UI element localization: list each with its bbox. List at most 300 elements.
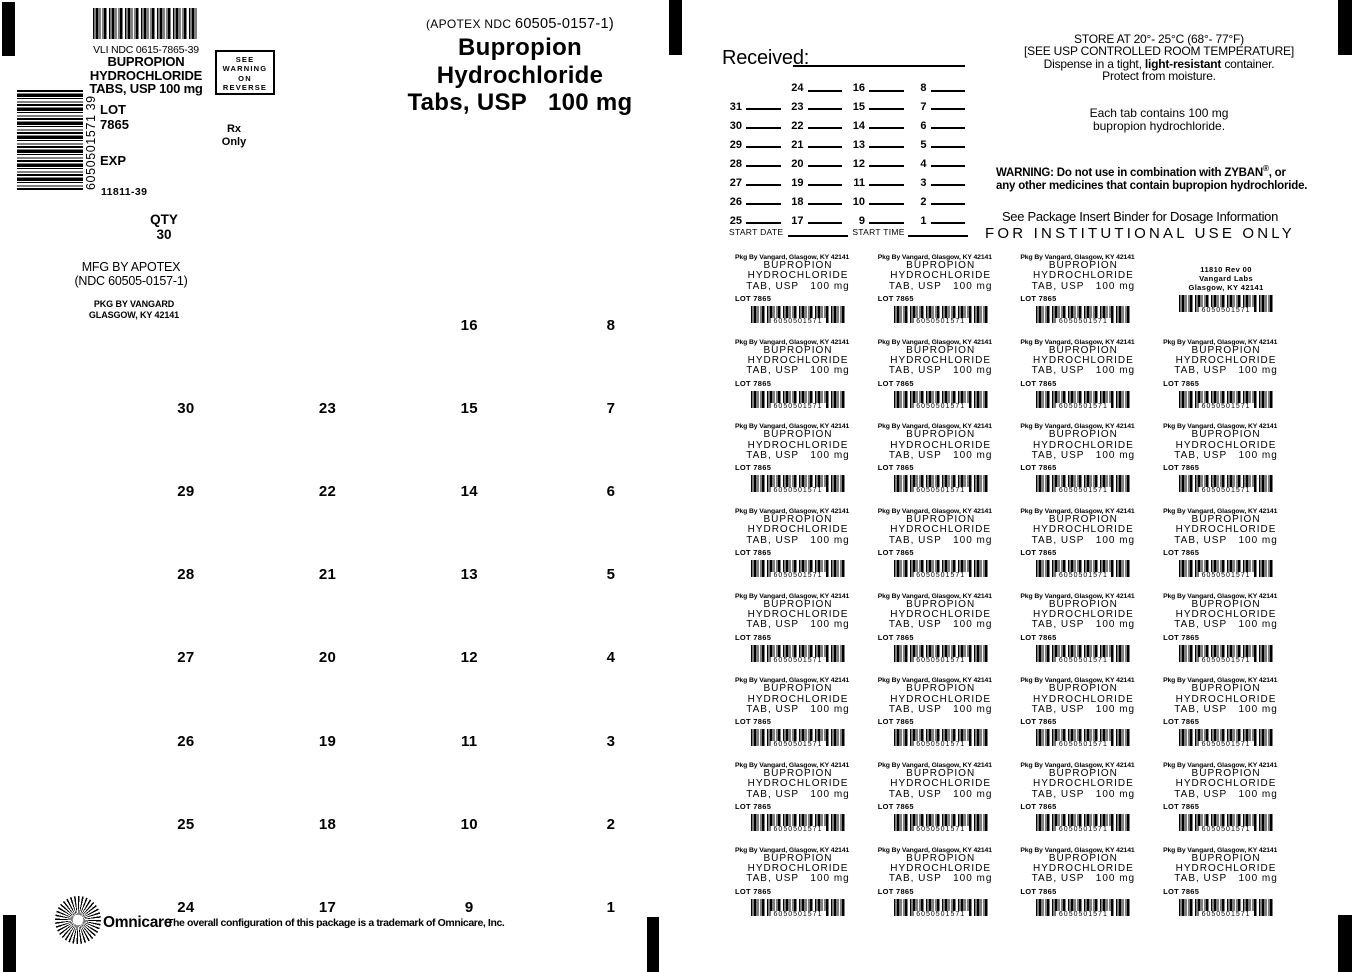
count-grid-cell: 28 — [177, 566, 195, 584]
label-drug-line: HYDROCHLORIDE — [1032, 270, 1134, 282]
header-ndc-number: 60505-0157-1) — [514, 16, 614, 32]
barcode-number: 6050501571 — [1199, 487, 1254, 494]
label-drug-line: BUPROPION — [906, 429, 976, 441]
label-drug-line: HYDROCHLORIDE — [1032, 609, 1134, 621]
label-pkg-line: Pkg By Vangard, Glasgow, KY 42141 — [1163, 762, 1278, 770]
count-grid-cell: 14 — [460, 483, 478, 501]
label-drug-line: HYDROCHLORIDE — [890, 778, 992, 790]
start-time-label: START TIME — [852, 227, 905, 237]
label-pkg-line: Pkg By Vangard, Glasgow, KY 42141 — [1020, 508, 1135, 516]
title-line: Hydrochloride — [436, 61, 604, 89]
rev-line: 11810 Rev 00 — [1200, 265, 1252, 274]
label-barcode — [751, 729, 845, 749]
side-barcode — [17, 90, 83, 190]
day-grid-cell — [784, 155, 846, 174]
label-drug-line: TAB, USP 100 mg — [1031, 704, 1136, 716]
zyban-warning — [996, 162, 1326, 194]
barcode-number: 6050501571 — [1056, 403, 1111, 410]
count-grid-cell: 24 — [177, 898, 195, 916]
barcode-number: 6050501571 — [1056, 911, 1111, 918]
day-blank-line — [931, 165, 966, 167]
day-grid-cell — [907, 117, 969, 136]
label-drug-line: TAB, USP 100 mg — [888, 619, 993, 631]
day-blank-line — [746, 222, 781, 224]
label-drug-line: HYDROCHLORIDE — [890, 270, 992, 282]
rx-line: Rx — [226, 123, 242, 135]
label-lot-line: LOT 7865 — [877, 802, 914, 812]
barcode-number: 6050501571 — [771, 741, 826, 748]
label-lot-line: LOT 7865 — [1163, 802, 1200, 812]
label-pkg-line: Pkg By Vangard, Glasgow, KY 42141 — [877, 677, 992, 685]
label-drug-line: TAB, USP 100 mg — [746, 365, 850, 377]
label-pkg-line: Pkg By Vangard, Glasgow, KY 42141 — [877, 508, 992, 516]
label-pkg-line: Pkg By Vangard, Glasgow, KY 42141 — [735, 254, 850, 261]
warning-line — [996, 162, 1326, 180]
warning-box-line: ON — [238, 73, 252, 83]
storage-instructions — [1000, 33, 1318, 82]
label-drug-line: TAB, USP 100 mg — [1174, 873, 1278, 885]
label-drug-line: TAB, USP 100 mg — [746, 534, 850, 546]
trademark-text: The overall configuration of this package is a trademark of Omnicare, Inc. — [167, 917, 505, 929]
header-ndc-prefix: (APOTEX NDC — [426, 17, 515, 31]
label-drug-line: TAB, USP 100 mg — [888, 280, 993, 292]
day-number: 6 — [920, 120, 927, 133]
day-grid-cell — [784, 136, 846, 155]
storage-line: [SEE USP CONTROLLED ROOM TEMPERATURE] — [1024, 44, 1294, 59]
label-barcode — [751, 475, 845, 495]
unit-dose-label — [1020, 762, 1146, 847]
label-lot-line: LOT 7865 — [735, 632, 772, 642]
barcode-number: 6050501571 — [1199, 403, 1254, 410]
vangard-rev-label — [1163, 254, 1289, 339]
day-number: 21 — [791, 139, 804, 152]
label-pkg-line: Pkg By Vangard, Glasgow, KY 42141 — [1163, 846, 1278, 854]
count-grid-cell: 21 — [318, 566, 337, 584]
label-drug-line: HYDROCHLORIDE — [1032, 778, 1134, 790]
pkg-line: PKG BY VANGARD — [93, 299, 175, 309]
unit-dose-label — [735, 677, 861, 762]
label-drug-line: BUPROPION — [1048, 852, 1118, 864]
label-drug-line: BUPROPION — [763, 852, 833, 864]
day-blank-line — [931, 90, 966, 92]
label-drug-line: HYDROCHLORIDE — [1032, 524, 1134, 536]
count-grid-cell: 29 — [177, 483, 195, 501]
unit-dose-label — [1163, 593, 1289, 678]
label-lot-line: LOT 7865 — [1163, 547, 1200, 557]
warning-box-line: REVERSE — [222, 82, 268, 92]
label-pkg-line: Pkg By Vangard, Glasgow, KY 42141 — [735, 762, 850, 770]
label-drug-line: TAB, USP 100 mg — [888, 449, 993, 461]
unit-dose-label — [735, 254, 861, 339]
label-lot-line: LOT 7865 — [877, 717, 914, 727]
day-blank-line — [746, 108, 781, 110]
unit-dose-label — [878, 508, 1004, 593]
day-grid-cell — [907, 98, 969, 117]
label-pkg-line: Pkg By Vangard, Glasgow, KY 42141 — [877, 846, 992, 854]
barcode-number: 6050501571 — [771, 911, 826, 918]
label-pkg-line: Pkg By Vangard, Glasgow, KY 42141 — [1020, 254, 1135, 261]
rev-line: Vangard Labs — [1199, 273, 1254, 283]
unit-dose-label — [1163, 847, 1289, 932]
unit-labels-grid — [735, 254, 1306, 932]
pkg-line: GLASGOW, KY 42141 — [88, 309, 180, 320]
day-grid-cell — [907, 192, 969, 211]
day-blank-line — [746, 203, 781, 205]
day-number: 11 — [853, 176, 865, 189]
qty-block — [129, 213, 199, 242]
barcode-number: 6050501571 — [1056, 572, 1111, 579]
label-pkg-line: Pkg By Vangard, Glasgow, KY 42141 — [1020, 677, 1135, 685]
label-barcode — [894, 729, 988, 749]
registration-mark — [2, 2, 15, 56]
count-grid-cell: 26 — [177, 732, 195, 750]
registration-mark — [3, 915, 16, 972]
day-blank-line — [808, 165, 843, 167]
barcode-number: 6050501571 — [1056, 741, 1111, 748]
label-drug-line: BUPROPION — [1191, 768, 1261, 780]
label-barcode — [1179, 475, 1273, 495]
label-lot-line: LOT 7865 — [735, 717, 772, 727]
label-barcode — [1179, 645, 1273, 662]
label-drug-line: TAB, USP 100 mg — [888, 788, 993, 800]
day-blank-line — [808, 90, 843, 92]
day-number: 20 — [791, 158, 804, 170]
label-barcode — [894, 560, 988, 577]
day-blank-line — [808, 146, 843, 148]
day-blank-line — [746, 165, 781, 167]
label-barcode — [1036, 475, 1130, 495]
day-number: 27 — [729, 176, 742, 189]
day-grid-cell — [784, 173, 846, 192]
day-number: 19 — [791, 176, 804, 189]
barcode-number: 6050501571 — [1056, 657, 1111, 664]
barcode-number: 6050501571 — [771, 487, 826, 494]
day-number: 3 — [920, 176, 927, 189]
day-number: 16 — [852, 82, 865, 95]
label-lot-line: LOT 7865 — [1163, 886, 1200, 896]
count-grid-cell: 20 — [318, 649, 337, 667]
label-lot-line: LOT 7865 — [735, 547, 772, 557]
warning-line: any other medicines that contain bupropion hydrochloride. — [996, 180, 1308, 193]
label-drug-line: TAB, USP 100 mg — [1031, 619, 1136, 631]
barcode-number: 6050501571 — [913, 826, 968, 833]
day-blank-line — [931, 203, 966, 205]
day-number: 26 — [729, 195, 742, 208]
barcode-number: 6050501571 — [1056, 318, 1111, 325]
label-drug-line: HYDROCHLORIDE — [1175, 693, 1277, 705]
label-drug-line: HYDROCHLORIDE — [747, 439, 849, 451]
day-grid-cell — [722, 192, 784, 211]
contents-line: Each tab contains 100 mg — [1089, 106, 1229, 120]
count-grid-cell — [115, 284, 257, 367]
label-drug-line: TAB, USP 100 mg — [888, 873, 993, 885]
count-grid-cell: 5 — [606, 566, 616, 584]
label-lot-line: LOT 7865 — [1020, 463, 1057, 473]
count-grid-cell — [257, 284, 399, 367]
day-number: 22 — [791, 120, 804, 133]
storage-line: STORE AT 20°- 25°C (68°- 77°F) — [1074, 32, 1244, 46]
package-insert-note: See Package Insert Binder for Dosage Information — [1001, 209, 1279, 224]
warning-box-line: SEE — [235, 55, 255, 64]
unit-dose-label — [1020, 847, 1146, 932]
registered-mark: ® — [1262, 164, 1269, 173]
day-grid-cell — [784, 192, 846, 211]
count-grid-cell: 11 — [460, 732, 478, 750]
label-drug-line: HYDROCHLORIDE — [747, 354, 849, 366]
unit-dose-label — [1020, 339, 1146, 424]
day-grid-cell — [845, 173, 907, 192]
unit-dose-label — [1020, 593, 1146, 678]
day-blank-line — [808, 127, 843, 129]
received-blank-line — [793, 65, 965, 67]
unit-dose-label — [735, 593, 861, 678]
label-drug-line: HYDROCHLORIDE — [747, 778, 849, 790]
barcode-number: 6050501571 — [771, 657, 826, 664]
count-grid-cell: 23 — [318, 400, 337, 418]
barcode-number: 6050501571 — [1199, 741, 1254, 748]
unit-dose-label — [878, 254, 1004, 339]
label-drug-line: BUPROPION — [1191, 344, 1261, 356]
label-pkg-line: Pkg By Vangard, Glasgow, KY 42141 — [735, 677, 850, 685]
unit-dose-label — [878, 423, 1004, 508]
label-barcode — [751, 560, 845, 577]
day-number: 12 — [852, 158, 865, 170]
unit-dose-label — [735, 508, 861, 593]
count-grid-cell: 25 — [177, 815, 195, 833]
day-grid-cell — [845, 117, 907, 136]
day-blank-line — [869, 203, 904, 205]
day-blank-line — [808, 108, 843, 110]
label-lot-line: LOT 7865 — [735, 293, 772, 303]
day-grid-cell — [907, 155, 969, 174]
day-blank-line — [808, 203, 843, 205]
mfg-line: (NDC 60505-0157-1) — [74, 274, 188, 288]
label-barcode — [1036, 391, 1130, 408]
qty-label: QTY — [150, 212, 178, 227]
count-grid-cell: 6 — [606, 483, 616, 501]
label-pkg-line: Pkg By Vangard, Glasgow, KY 42141 — [1163, 592, 1278, 600]
label-barcode — [894, 475, 988, 495]
barcode-number: 6050501571 — [913, 657, 968, 664]
day-grid-cell — [845, 155, 907, 174]
label-lot-line: LOT 7865 — [1020, 886, 1057, 896]
start-date-label: START DATE — [729, 227, 784, 237]
count-grid-cell: 12 — [460, 649, 478, 667]
tablet-count-grid — [115, 284, 682, 949]
day-blank-line — [869, 146, 904, 148]
unit-dose-label — [1163, 423, 1289, 508]
day-blank-line — [808, 222, 843, 224]
barcode-number: 6050501571 — [1056, 826, 1111, 833]
start-date-blank-line — [788, 227, 848, 237]
day-blank-line — [869, 222, 904, 224]
label-drug-line: BUPROPION — [1191, 514, 1261, 526]
omnicare-wordmark: Omnicare — [103, 914, 173, 931]
day-grid-cell — [722, 79, 784, 98]
label-barcode — [751, 645, 845, 662]
label-pkg-line: Pkg By Vangard, Glasgow, KY 42141 — [735, 508, 850, 516]
label-drug-line: HYDROCHLORIDE — [890, 524, 992, 536]
day-blank-line — [869, 108, 904, 110]
label-drug-line: BUPROPION — [906, 598, 976, 610]
unit-dose-label — [878, 593, 1004, 678]
barcode-number: 6050501571 — [1199, 657, 1254, 664]
label-drug-line: BUPROPION — [1191, 429, 1261, 441]
label-drug-line: BUPROPION — [1048, 429, 1118, 441]
barcode-number: 6050501571 — [771, 826, 826, 833]
count-grid-cell: 8 — [606, 317, 616, 335]
day-number: 8 — [920, 82, 927, 95]
label-drug-line: TAB, USP 100 mg — [1174, 449, 1278, 461]
label-pkg-line: Pkg By Vangard, Glasgow, KY 42141 — [1020, 338, 1135, 346]
barcode-number: 6050501571 — [771, 572, 826, 579]
label-drug-line: BUPROPION — [1048, 514, 1118, 526]
ndc-text: VLI NDC 0615-7865-39 — [93, 44, 199, 56]
day-grid-cell — [722, 173, 784, 192]
label-barcode — [1179, 560, 1273, 577]
label-barcode — [1179, 295, 1273, 315]
unit-dose-label — [735, 423, 861, 508]
label-drug-line: TAB, USP 100 mg — [888, 534, 993, 546]
label-pkg-line: Pkg By Vangard, Glasgow, KY 42141 — [1163, 423, 1278, 431]
label-drug-line: BUPROPION — [906, 260, 976, 271]
label-drug-line: TAB, USP 100 mg — [1174, 534, 1278, 546]
day-number: 10 — [852, 195, 865, 208]
count-grid-cell: 16 — [460, 317, 478, 335]
unit-dose-label — [878, 847, 1004, 932]
drug-name-line: TABS, USP 100 mg — [89, 81, 203, 96]
day-grid-cell — [784, 117, 846, 136]
day-number: 2 — [920, 195, 927, 208]
label-barcode — [1179, 729, 1273, 749]
registration-mark — [669, 0, 682, 55]
label-drug-line: HYDROCHLORIDE — [1032, 863, 1134, 875]
label-pkg-line: Pkg By Vangard, Glasgow, KY 42141 — [1163, 677, 1278, 685]
label-drug-line: TAB, USP 100 mg — [746, 449, 850, 461]
contents-statement — [1000, 107, 1318, 132]
label-drug-line: TAB, USP 100 mg — [888, 365, 993, 377]
day-blank-line — [869, 184, 904, 186]
label-drug-line: HYDROCHLORIDE — [890, 693, 992, 705]
label-drug-line: HYDROCHLORIDE — [1175, 524, 1277, 536]
label-pkg-line: Pkg By Vangard, Glasgow, KY 42141 — [877, 254, 992, 261]
label-drug-line: BUPROPION — [763, 768, 833, 780]
label-pkg-line: Pkg By Vangard, Glasgow, KY 42141 — [877, 423, 992, 431]
day-grid-cell — [722, 136, 784, 155]
drug-name-line: BUPROPION — [107, 54, 185, 69]
label-drug-line: TAB, USP 100 mg — [1031, 365, 1136, 377]
label-drug-line: TAB, USP 100 mg — [746, 619, 850, 631]
unit-dose-label — [1163, 339, 1289, 424]
label-drug-line: TAB, USP 100 mg — [1031, 788, 1136, 800]
label-barcode — [751, 306, 845, 323]
label-lot-line: LOT 7865 — [877, 632, 914, 642]
barcode-number: 6050501571 — [913, 403, 968, 410]
label-drug-line: HYDROCHLORIDE — [747, 863, 849, 875]
day-number: 29 — [729, 139, 742, 152]
label-lot-line: LOT 7865 — [1020, 632, 1057, 642]
label-barcode — [751, 391, 845, 408]
label-pkg-line: Pkg By Vangard, Glasgow, KY 42141 — [735, 423, 850, 431]
qty-value: 30 — [156, 226, 172, 242]
label-pkg-line: Pkg By Vangard, Glasgow, KY 42141 — [735, 592, 850, 600]
day-number: 15 — [852, 101, 865, 114]
label-drug-line: HYDROCHLORIDE — [890, 354, 992, 366]
label-drug-line: HYDROCHLORIDE — [1175, 863, 1277, 875]
label-drug-line: HYDROCHLORIDE — [1175, 354, 1277, 366]
count-grid-cell: 2 — [606, 815, 616, 833]
part-number: 11811-39 — [101, 186, 148, 198]
day-number: 13 — [852, 139, 865, 152]
title-line: Tabs, USP 100 mg — [407, 89, 633, 116]
title-line: Bupropion — [457, 34, 582, 61]
count-grid-cell: 13 — [460, 566, 478, 584]
label-drug-line: BUPROPION — [1048, 260, 1118, 271]
barcode-number: 6050501571 — [913, 741, 968, 748]
label-drug-line: TAB, USP 100 mg — [1031, 534, 1136, 546]
day-blank-line — [931, 127, 966, 129]
label-barcode — [1179, 391, 1273, 408]
label-pkg-line: Pkg By Vangard, Glasgow, KY 42141 — [735, 846, 850, 854]
barcode-number: 6050501571 — [913, 572, 968, 579]
count-grid-cell: 3 — [606, 732, 616, 750]
label-drug-line: TAB, USP 100 mg — [1174, 704, 1278, 716]
day-grid-cell — [845, 192, 907, 211]
warning-pre: WARNING: Do not use in combination with ZYBAN — [996, 166, 1263, 179]
label-drug-line: BUPROPION — [1191, 683, 1261, 695]
label-lot-line: LOT 7865 — [1163, 378, 1200, 388]
label-barcode — [751, 899, 845, 916]
label-drug-line: BUPROPION — [763, 598, 833, 610]
label-drug-line: TAB, USP 100 mg — [746, 873, 850, 885]
count-grid-cell: 9 — [464, 898, 474, 916]
unit-dose-label — [1020, 423, 1146, 508]
label-pkg-line: Pkg By Vangard, Glasgow, KY 42141 — [877, 762, 992, 770]
contents-line: bupropion hydrochloride. — [1092, 118, 1226, 133]
unit-dose-label — [1020, 508, 1146, 593]
see-warning-box — [215, 50, 275, 95]
unit-dose-label — [878, 677, 1004, 762]
label-barcode — [894, 814, 988, 834]
label-drug-line: HYDROCHLORIDE — [747, 270, 849, 282]
day-grid-cell — [722, 117, 784, 136]
label-barcode — [894, 306, 988, 323]
unit-dose-label — [1163, 677, 1289, 762]
unit-dose-label — [1020, 254, 1146, 339]
day-number: 17 — [791, 214, 804, 227]
label-lot-line: LOT 7865 — [1163, 717, 1200, 727]
warning-box-line: WARNING — [222, 64, 268, 74]
label-drug-line: TAB, USP 100 mg — [1174, 619, 1278, 631]
unit-dose-label — [1163, 508, 1289, 593]
mfg-line: MFG BY APOTEX — [81, 260, 181, 274]
dispense-bold: light-resistant — [1144, 56, 1222, 71]
label-drug-line: TAB, USP 100 mg — [1174, 788, 1278, 800]
day-grid-cell — [784, 98, 846, 117]
received-label: Received: — [722, 47, 810, 69]
label-drug-line: BUPROPION — [1191, 852, 1261, 864]
unit-dose-label — [878, 339, 1004, 424]
label-barcode — [894, 645, 988, 662]
label-drug-line: BUPROPION — [1191, 598, 1261, 610]
exp-label: EXP — [100, 153, 127, 168]
dispense-post: container. — [1221, 56, 1275, 71]
label-drug-line: BUPROPION — [906, 852, 976, 864]
lot-block — [100, 103, 129, 132]
barcode-number: 6050501571 — [771, 318, 826, 325]
unit-dose-label — [735, 762, 861, 847]
day-blank-line — [746, 127, 781, 129]
